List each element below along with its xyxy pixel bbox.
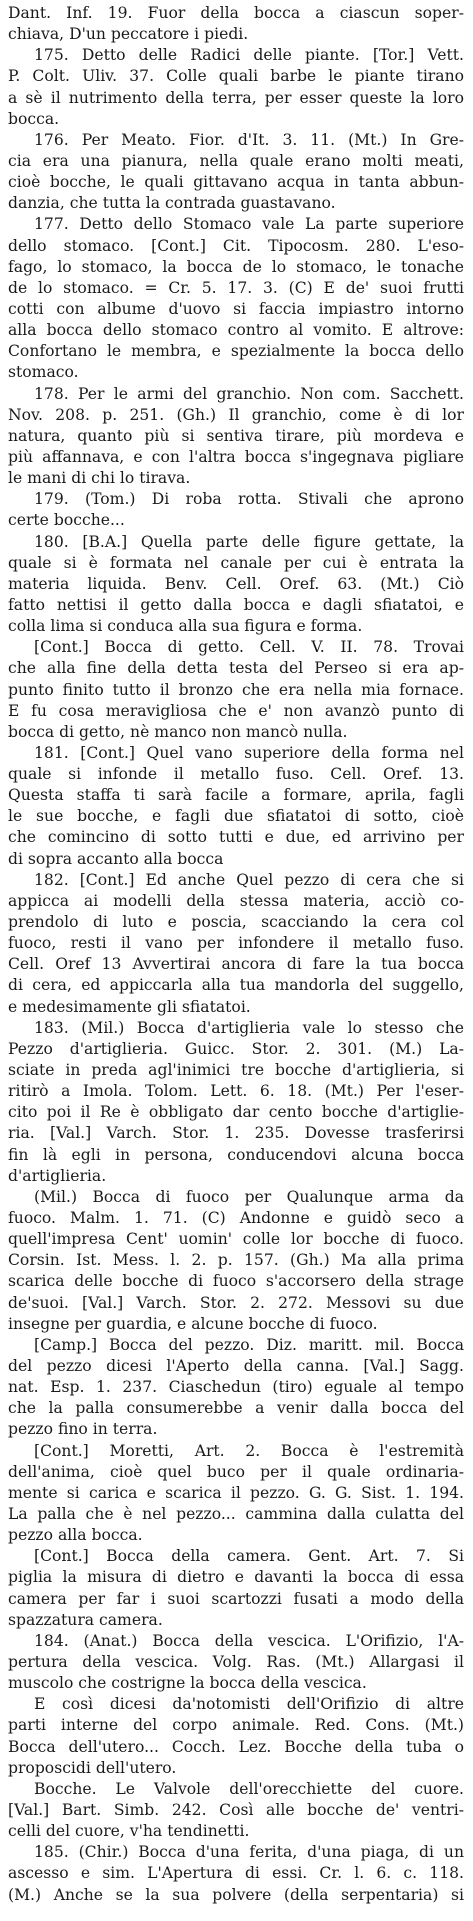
text-line: cito poi il Re è obbligato dar cento bocche d'artiglie- <box>8 1103 464 1122</box>
text-line: stomaco. <box>8 363 79 382</box>
text-line: le mani di chi lo tirava. <box>8 469 191 488</box>
text-line: sciate in preda agl'inimici tre bocche d'artiglieria, si <box>8 1061 464 1080</box>
text-line: d'artiglieria. <box>8 1166 107 1185</box>
text-line: pezzo fino in terra. <box>8 1420 158 1439</box>
text-line: natura, quanto più si sentiva tirare, più mordeva e <box>8 426 464 445</box>
text-line: de'suoi. [Val.] Varch. Stor. 2. 272. Messovi su due <box>8 1293 464 1312</box>
text-line: del pezzo dicesi l'Aperto della canna. [Val.] Sagg. <box>8 1357 464 1375</box>
text-line: 176. Per Meato. Fior. d'It. 3. 11. (Mt.) In Gre- <box>34 130 464 149</box>
text-line: camera per far i suoi scartozzi fusati a modo della <box>8 1589 464 1608</box>
text-line: materia liquida. Benv. Cell. Oref. 63. (Mt.) Ciò <box>8 574 464 593</box>
text-line: ritirò a Imola. Tolom. Lett. 6. 18. (Mt.) Per l'eser- <box>8 1082 464 1101</box>
text-line: punto finito tutto il bronzo che era nella mia fornace. <box>8 680 464 699</box>
text-line: (Mil.) Bocca di fuoco per Qualunque arma da <box>34 1187 464 1206</box>
text-line: 180. [B.A.] Quella parte delle figure gettate, la <box>34 532 464 551</box>
text-line: Questa staffa ti sarà facile a formare, aprila, fagli <box>8 786 464 805</box>
text-line: cioè bocche, le quali gittavano acqua in tanta abbun- <box>8 173 464 192</box>
text-line: 185. (Chir.) Bocca d'una ferita, d'una piaga, di un <box>34 1843 464 1862</box>
text-line: muscolo che costrigne la bocca della vescica. <box>8 1674 367 1693</box>
text-line: [Cont.] Moretti, Art. 2. Bocca è l'estremità <box>34 1441 464 1460</box>
text-line: P. Colt. Uliv. 37. Colle quali barbe le piante tirano <box>8 67 464 86</box>
text-line: [Val.] Bart. Simb. 242. Così alle bocche de' ventri- <box>8 1800 464 1819</box>
text-line: 175. Detto delle Radici delle piante. [Tor.] Vett. <box>34 46 464 65</box>
text-line: E così dicesi da'notomisti dell'Orifizio di altre <box>34 1695 464 1714</box>
text-line: che comincino di sotto tutti e due, ed arrivino per <box>8 828 464 847</box>
text-line: 184. (Anat.) Bocca della vescica. L'Orifizio, l'A- <box>34 1631 464 1650</box>
text-line: bocca di getto, nè manco non mancò nulla. <box>8 722 348 741</box>
text-line: piglia la misura di dietro e davanti la bocca di essa <box>8 1568 464 1587</box>
text-line: a sè il nutrimento della terra, per esser queste la loro <box>8 88 464 107</box>
text-line: dello stomaco. [Cont.] Cit. Tipocosm. 280. L'eso- <box>8 236 464 255</box>
text-line: fuoco, resti il vano per infondere il metallo fuso. <box>8 934 464 953</box>
text-line: alla bocca dello stomaco contro al vomito. E altrove: <box>8 321 464 340</box>
text-line: pertura della vescica. Volg. Ras. (Mt.) Allargasi il <box>8 1652 464 1671</box>
text-line: e medesimamente gli sfiatatoi. <box>8 997 251 1016</box>
text-line: Nov. 208. p. 251. (Gh.) Il granchio, come è di lor <box>8 405 464 424</box>
text-line: fago, lo stomaco, la bocca de lo stomaco, le tonache <box>8 257 464 276</box>
text-line: le sue bocche, e fagli due sfiatatoi di sotto, cioè <box>8 807 464 826</box>
text-line: Confortano le membra, e spezialmente la bocca dello <box>8 342 464 361</box>
text-line: [Camp.] Bocca del pezzo. Diz. maritt. mil. Bocca <box>34 1335 464 1354</box>
text-line: 177. Detto dello Stomaco vale La parte superiore <box>34 215 464 234</box>
text-line: danzia, che tutta la contrada guastavano. <box>8 194 336 213</box>
text-line: 179. (Tom.) Di roba rotta. Stivali che aprono <box>34 490 464 509</box>
text-line: ria. [Val.] Varch. Stor. 1. 235. Dovesse trasferirsi <box>8 1124 464 1143</box>
text-line: dell'anima, cioè quel buco per il quale ordinaria- <box>8 1462 464 1481</box>
text-line: di sopra accanto alla bocca <box>8 849 224 868</box>
text-line: chiava, D'un peccatore i piedi. <box>8 25 249 44</box>
text-line: spazzatura camera. <box>8 1610 163 1629</box>
text-line: insegne per guardia, e alcune bocche di fuoco. <box>8 1314 378 1333</box>
text-line: colla lima si conduca alla sua figura e forma. <box>8 617 363 636</box>
text-line: cia era una pianura, nella quale erano molti meati, <box>8 151 464 170</box>
text-line: appicca ai modelli della stessa materia, acciò co- <box>8 891 464 910</box>
text-line: quale si è formata nel canale per cui è entrata la <box>8 553 464 572</box>
text-line: mente si carica e scarica il pezzo. G. G. Sist. 1. 194. <box>8 1483 464 1502</box>
text-line: Pezzo d'artiglieria. Guicc. Stor. 2. 301. (M.) La- <box>8 1039 464 1058</box>
text-line: cotti con albume d'uovo si faccia impiastro intorno <box>8 299 464 318</box>
text-line: certe bocche... <box>8 511 125 530</box>
text-line: fin là egli in persona, conducendovi alcuna bocca <box>8 1145 464 1164</box>
text-line: [Cont.] Bocca di getto. Cell. V. II. 78. Trovai <box>34 638 464 657</box>
text-line: Cell. Oref 13 Avvertirai ancora di fare la tua bocca <box>8 955 464 974</box>
text-line: più affannava, e con l'altra bocca s'ingegnava pigliare <box>8 447 464 466</box>
text-line: ascesso e sim. L'Apertura di essi. Cr. l. 6. c. 118. <box>8 1864 464 1883</box>
text-line: Bocca dell'utero... Cocch. Lez. Bocche della tuba o <box>8 1737 464 1756</box>
text-line: fatto nettisi il getto dalla bocca e dagli sfiatatoi, e <box>8 595 464 614</box>
text-line: proposcidi dell'utero. <box>8 1758 177 1777</box>
text-line: quell'impresa Cent' uomin' colle lor bocche di fuoco. <box>8 1230 464 1249</box>
text-line: La palla che è nel pezzo... cammina dalla culatta del <box>8 1504 464 1523</box>
text-line: Corsin. Ist. Mess. l. 2. p. 157. (Gh.) Ma alla prima <box>8 1251 464 1270</box>
text-line: di cera, ed appiccarla alla tua mandorla del suggello, <box>8 976 464 995</box>
text-line: Bocche. Le Valvole dell'orecchiette del cuore. <box>34 1779 464 1798</box>
text-line: [Cont.] Bocca della camera. Gent. Art. 7. Si <box>34 1547 464 1566</box>
text-line: fuoco. Malm. 1. 71. (C) Andonne e guidò seco a <box>8 1209 464 1228</box>
text-line: E fu cosa meravigliosa che e' non avanzò punto di <box>8 701 464 720</box>
text-line: parti interne del corpo animale. Red. Cons. (Mt.) <box>8 1716 464 1735</box>
text-line: quale si infonde il metallo fuso. Cell. Oref. 13. <box>8 765 464 784</box>
text-line: de lo stomaco. = Cr. 5. 17. 3. (C) E de' suoi frutti <box>8 278 464 297</box>
text-line: (M.) Anche se la sua polvere (della serpentaria) si <box>8 1885 464 1904</box>
text-line: pezzo alla bocca. <box>8 1526 143 1545</box>
text-line: 181. [Cont.] Quel vano superiore della forma nel <box>34 743 464 762</box>
text-line: scarica delle bocche di fuoco s'accorsero della strage <box>8 1272 464 1291</box>
text-line: bocca. <box>8 109 60 128</box>
text-line: nat. Esp. 1. 237. Ciaschedun (tiro) eguale al tempo <box>8 1378 464 1397</box>
text-line: 178. Per le armi del granchio. Non com. Sacchett. <box>34 384 464 403</box>
text-line: che alla fine della detta testa del Perseo si era ap- <box>8 659 464 678</box>
text-line: 183. (Mil.) Bocca d'artiglieria vale lo stesso che <box>34 1018 464 1037</box>
text-line: prendolo di luto e poscia, scacciando la cera col <box>8 913 464 932</box>
text-line: Dant. Inf. 19. Fuor della bocca a ciascun soper- <box>8 4 464 22</box>
text-line: che la palla consumerebbe a venir dalla bocca del <box>8 1399 464 1418</box>
text-line: celli del cuore, v'ha tendinetti. <box>8 1822 250 1841</box>
text-line: 182. [Cont.] Ed anche Quel pezzo di cera che si <box>34 870 464 889</box>
